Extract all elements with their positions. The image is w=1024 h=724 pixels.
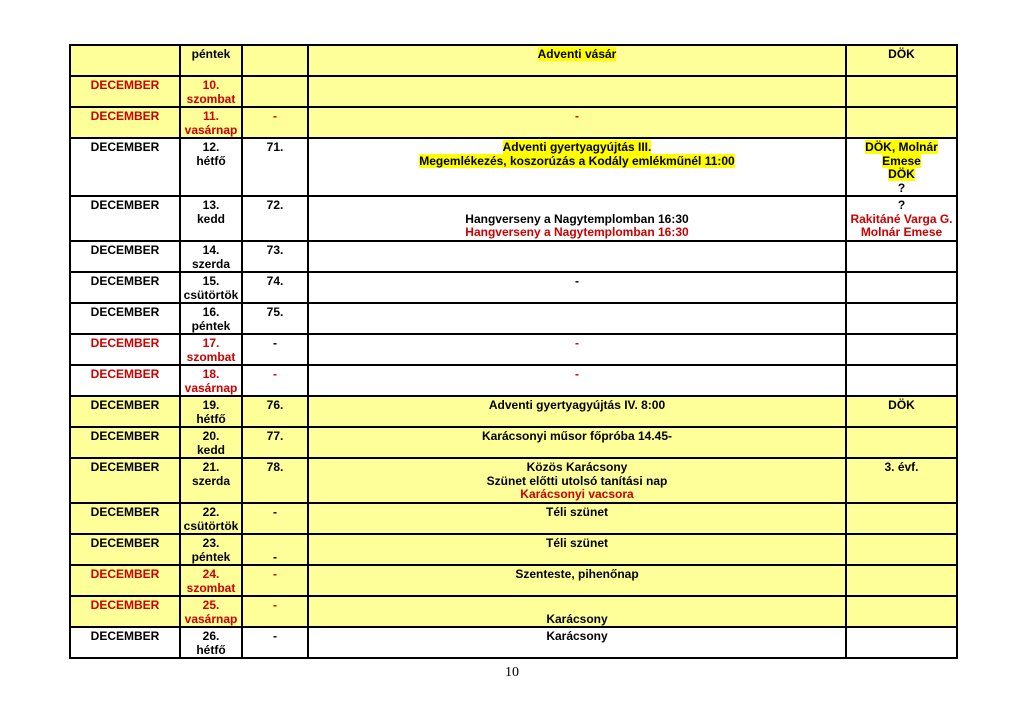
responsible-text: Rakitáné Varga G. xyxy=(850,211,953,226)
event-cell xyxy=(308,76,846,107)
day-name: szerda xyxy=(191,473,231,488)
day-number: 12. xyxy=(202,140,220,154)
table-row xyxy=(70,534,957,565)
day-name: szombat xyxy=(186,349,236,364)
day-cell xyxy=(180,272,242,303)
responsible-text: ? xyxy=(897,198,906,212)
lesson-number-text: 78. xyxy=(266,460,284,474)
event-cell xyxy=(308,365,846,396)
month-cell xyxy=(70,534,180,565)
event-line xyxy=(310,568,844,582)
table-row xyxy=(70,107,957,138)
month-label: DECEMBER xyxy=(90,78,160,92)
day-cell xyxy=(180,534,242,565)
lesson-number-text: 71. xyxy=(266,140,284,154)
lesson-number-text: - xyxy=(273,367,277,381)
event-text: Karácsonyi vacsora xyxy=(520,487,634,501)
day-name: hétfő xyxy=(196,153,226,168)
lesson-number-line xyxy=(244,368,306,382)
event-line xyxy=(310,475,844,489)
month-label: DECEMBER xyxy=(90,305,160,319)
event-cell xyxy=(308,458,846,503)
event-cell xyxy=(308,334,846,365)
day-number: 17. xyxy=(202,336,220,350)
event-line xyxy=(310,613,844,627)
lesson-number-line xyxy=(244,141,306,155)
responsible-cell xyxy=(846,427,957,458)
lesson-number-cell xyxy=(242,427,308,458)
day-number: 13. xyxy=(202,198,220,212)
event-text: - xyxy=(575,367,579,381)
day-number: 22. xyxy=(202,505,220,519)
event-text: - xyxy=(575,109,579,123)
day-name: péntek xyxy=(191,318,231,333)
responsible-line xyxy=(848,199,955,213)
event-cell xyxy=(308,596,846,627)
day-cell xyxy=(180,196,242,241)
lesson-number-cell xyxy=(242,241,308,272)
event-cell xyxy=(308,396,846,427)
event-text: Hangverseny a Nagytemplomban 16:30 xyxy=(465,225,689,239)
responsible-cell xyxy=(846,196,957,241)
table-row xyxy=(70,427,957,458)
table-row xyxy=(70,272,957,303)
day-name: csütörtök xyxy=(183,518,239,533)
month-cell xyxy=(70,503,180,534)
responsible-cell xyxy=(846,565,957,596)
day-cell xyxy=(180,45,242,76)
lesson-number-text: 77. xyxy=(266,429,284,443)
responsible-cell xyxy=(846,534,957,565)
month-label: DECEMBER xyxy=(90,505,160,519)
day-cell xyxy=(180,396,242,427)
table-row xyxy=(70,241,957,272)
event-text: Adventi vásár xyxy=(537,47,617,61)
lesson-number-text: - xyxy=(273,505,277,519)
table-row xyxy=(70,458,957,503)
table-row xyxy=(70,303,957,334)
lesson-number-cell xyxy=(242,196,308,241)
table-row xyxy=(70,334,957,365)
event-text: Megemlékezés, koszorúzás a Kodály emlékműnél 11:00 xyxy=(419,153,735,168)
event-line xyxy=(310,337,844,351)
event-line xyxy=(310,155,844,169)
schedule-body xyxy=(70,45,957,658)
day-number: 25. xyxy=(202,598,220,612)
event-text: Téli szünet xyxy=(545,536,608,550)
event-text: Karácsonyi műsor főpróba 14.45- xyxy=(481,429,673,443)
day-name: csütörtök xyxy=(183,287,239,302)
event-cell xyxy=(308,272,846,303)
lesson-number-line xyxy=(244,568,306,582)
event-line xyxy=(310,488,844,502)
event-line xyxy=(310,275,844,289)
day-number: 11. xyxy=(202,109,220,123)
event-cell xyxy=(308,627,846,658)
responsible-cell xyxy=(846,365,957,396)
responsible-cell xyxy=(846,138,957,196)
event-text: Közös Karácsony xyxy=(526,460,628,474)
event-text: Szünet előtti utolsó tanítási nap xyxy=(486,473,668,488)
event-line xyxy=(310,399,844,413)
event-cell xyxy=(308,196,846,241)
day-cell xyxy=(180,458,242,503)
responsible-cell xyxy=(846,596,957,627)
month-label: DECEMBER xyxy=(90,460,160,474)
month-cell xyxy=(70,365,180,396)
event-text: Adventi gyertyagyújtás IV. 8:00 xyxy=(488,398,666,412)
event-line xyxy=(310,461,844,475)
lesson-number-text: - xyxy=(273,567,277,581)
day-number: 23. xyxy=(202,536,220,550)
responsible-cell xyxy=(846,107,957,138)
event-line xyxy=(310,506,844,520)
lesson-number-cell xyxy=(242,596,308,627)
day-cell xyxy=(180,241,242,272)
month-cell xyxy=(70,138,180,196)
lesson-number-line xyxy=(244,551,306,565)
lesson-number-cell xyxy=(242,76,308,107)
responsible-text: DÖK xyxy=(888,398,915,412)
event-cell xyxy=(308,503,846,534)
event-text: - xyxy=(575,274,579,288)
lesson-number-line xyxy=(244,630,306,644)
day-name: péntek xyxy=(191,549,231,564)
day-cell xyxy=(180,334,242,365)
lesson-number-cell xyxy=(242,534,308,565)
lesson-number-line xyxy=(244,275,306,289)
responsible-text: Molnár Emese xyxy=(860,225,943,239)
month-cell xyxy=(70,427,180,458)
event-cell xyxy=(308,427,846,458)
lesson-number-cell xyxy=(242,458,308,503)
lesson-number-cell xyxy=(242,334,308,365)
day-number: 16. xyxy=(202,305,220,319)
month-cell xyxy=(70,303,180,334)
lesson-number-cell xyxy=(242,272,308,303)
event-cell xyxy=(308,45,846,76)
month-label: DECEMBER xyxy=(90,198,160,212)
month-cell xyxy=(70,458,180,503)
responsible-line xyxy=(848,213,955,227)
event-line xyxy=(310,110,844,124)
responsible-line xyxy=(848,182,955,196)
table-row xyxy=(70,138,957,196)
lesson-number-text: - xyxy=(273,549,277,564)
event-line xyxy=(310,430,844,444)
responsible-text: Emese xyxy=(882,153,921,168)
month-cell xyxy=(70,334,180,365)
lesson-number-line xyxy=(244,199,306,213)
lesson-number-line xyxy=(244,244,306,258)
day-cell xyxy=(180,365,242,396)
event-line xyxy=(310,199,844,213)
day-number: 19. xyxy=(202,398,220,412)
table-row xyxy=(70,627,957,658)
lesson-number-text: 74. xyxy=(266,274,284,288)
lesson-number-text: 75. xyxy=(266,305,284,319)
event-line xyxy=(310,141,844,155)
month-label: DECEMBER xyxy=(90,598,160,612)
month-cell xyxy=(70,196,180,241)
day-number: 21. xyxy=(202,460,220,474)
lesson-number-text: 76. xyxy=(266,398,284,412)
responsible-cell xyxy=(846,503,957,534)
month-label: DECEMBER xyxy=(90,429,160,443)
day-cell xyxy=(180,138,242,196)
responsible-cell xyxy=(846,396,957,427)
month-cell xyxy=(70,272,180,303)
event-text: Karácsony xyxy=(546,611,608,626)
day-name: vasárnap xyxy=(184,122,238,137)
responsible-line xyxy=(848,461,955,475)
day-name: péntek xyxy=(191,47,231,61)
month-cell xyxy=(70,565,180,596)
responsible-text: 3. évf. xyxy=(884,460,919,474)
month-label: DECEMBER xyxy=(90,109,160,123)
lesson-number-line xyxy=(244,306,306,320)
responsible-cell xyxy=(846,45,957,76)
month-cell xyxy=(70,76,180,107)
lesson-number-line xyxy=(244,399,306,413)
lesson-number-line xyxy=(244,337,306,351)
lesson-number-line xyxy=(244,430,306,444)
lesson-number-cell xyxy=(242,503,308,534)
responsible-line xyxy=(848,226,955,240)
month-label: DECEMBER xyxy=(90,398,160,412)
event-text: Téli szünet xyxy=(545,505,608,519)
lesson-number-cell xyxy=(242,627,308,658)
lesson-number-cell xyxy=(242,396,308,427)
page-number: 10 xyxy=(505,665,519,680)
day-number: 26. xyxy=(202,629,220,643)
schedule-table xyxy=(69,44,958,659)
month-cell xyxy=(70,45,180,76)
lesson-number-line xyxy=(244,599,306,613)
event-cell xyxy=(308,565,846,596)
lesson-number-cell xyxy=(242,303,308,334)
month-cell xyxy=(70,396,180,427)
event-line xyxy=(310,599,844,613)
responsible-cell xyxy=(846,627,957,658)
month-label: DECEMBER xyxy=(90,367,160,381)
month-cell xyxy=(70,596,180,627)
table-row xyxy=(70,503,957,534)
month-cell xyxy=(70,241,180,272)
table-row xyxy=(70,45,957,76)
day-name: hétfő xyxy=(196,411,226,426)
table-row xyxy=(70,76,957,107)
event-text: Adventi gyertyagyújtás III. xyxy=(502,140,652,154)
month-label: DECEMBER xyxy=(90,629,160,643)
day-name: szerda xyxy=(191,256,231,271)
event-cell xyxy=(308,241,846,272)
table-row xyxy=(70,596,957,627)
month-label: DECEMBER xyxy=(90,536,160,550)
day-number: 24. xyxy=(202,567,220,581)
day-cell xyxy=(180,565,242,596)
responsible-cell xyxy=(846,241,957,272)
lesson-number-line xyxy=(244,537,306,551)
event-line xyxy=(310,537,844,551)
event-line xyxy=(310,48,844,62)
responsible-text: DÖK, Molnár xyxy=(865,140,938,154)
responsible-cell xyxy=(846,334,957,365)
responsible-line xyxy=(848,168,955,182)
event-cell xyxy=(308,534,846,565)
day-name: kedd xyxy=(196,442,225,457)
responsible-cell xyxy=(846,272,957,303)
lesson-number-cell xyxy=(242,138,308,196)
responsible-line xyxy=(848,155,955,169)
event-text: Szenteste, pihenőnap xyxy=(515,567,639,581)
day-name: vasárnap xyxy=(184,611,238,626)
day-cell xyxy=(180,596,242,627)
lesson-number-cell xyxy=(242,45,308,76)
lesson-number-text: - xyxy=(273,109,277,123)
month-label: DECEMBER xyxy=(90,274,160,288)
event-text: Karácsony xyxy=(546,629,608,643)
day-number: 15. xyxy=(202,274,220,288)
day-name: szombat xyxy=(186,580,236,595)
table-row xyxy=(70,396,957,427)
lesson-number-text: 73. xyxy=(266,243,284,257)
day-number: 14. xyxy=(202,243,220,257)
responsible-cell xyxy=(846,303,957,334)
responsible-text: DÖK xyxy=(888,167,915,181)
day-cell xyxy=(180,303,242,334)
table-row xyxy=(70,565,957,596)
responsible-cell xyxy=(846,76,957,107)
day-name: vasárnap xyxy=(184,380,238,395)
lesson-number-cell xyxy=(242,107,308,138)
day-cell xyxy=(180,107,242,138)
month-label: DECEMBER xyxy=(90,336,160,350)
responsible-line xyxy=(848,399,955,413)
event-cell xyxy=(308,107,846,138)
day-number: 10. xyxy=(202,78,220,92)
event-line xyxy=(310,368,844,382)
lesson-number-text: - xyxy=(273,629,277,643)
responsible-line xyxy=(848,48,955,62)
event-text: - xyxy=(575,336,579,350)
month-label: DECEMBER xyxy=(90,567,160,581)
day-cell xyxy=(180,627,242,658)
day-number: 20. xyxy=(202,429,220,443)
lesson-number-text: - xyxy=(273,598,277,612)
event-line xyxy=(310,226,844,240)
month-cell xyxy=(70,107,180,138)
event-text: Hangverseny a Nagytemplomban 16:30 xyxy=(465,211,689,226)
event-cell xyxy=(308,138,846,196)
day-name: hétfő xyxy=(196,642,226,657)
responsible-line xyxy=(848,141,955,155)
lesson-number-cell xyxy=(242,565,308,596)
day-name: kedd xyxy=(196,211,225,226)
month-label: DECEMBER xyxy=(90,140,160,154)
day-cell xyxy=(180,503,242,534)
lesson-number-line xyxy=(244,110,306,124)
month-label: DECEMBER xyxy=(90,243,160,257)
responsible-cell xyxy=(846,458,957,503)
table-row xyxy=(70,365,957,396)
lesson-number-text: - xyxy=(273,336,277,350)
event-line xyxy=(310,213,844,227)
table-row xyxy=(70,196,957,241)
month-cell xyxy=(70,627,180,658)
responsible-text: DÖK xyxy=(888,47,915,61)
lesson-number-text: 72. xyxy=(266,198,284,212)
day-number: 18. xyxy=(202,367,220,381)
responsible-text: ? xyxy=(897,180,906,195)
day-cell xyxy=(180,427,242,458)
lesson-number-line xyxy=(244,461,306,475)
event-cell xyxy=(308,303,846,334)
event-line xyxy=(310,630,844,644)
day-cell xyxy=(180,76,242,107)
day-name: szombat xyxy=(186,91,236,106)
lesson-number-cell xyxy=(242,365,308,396)
lesson-number-line xyxy=(244,506,306,520)
